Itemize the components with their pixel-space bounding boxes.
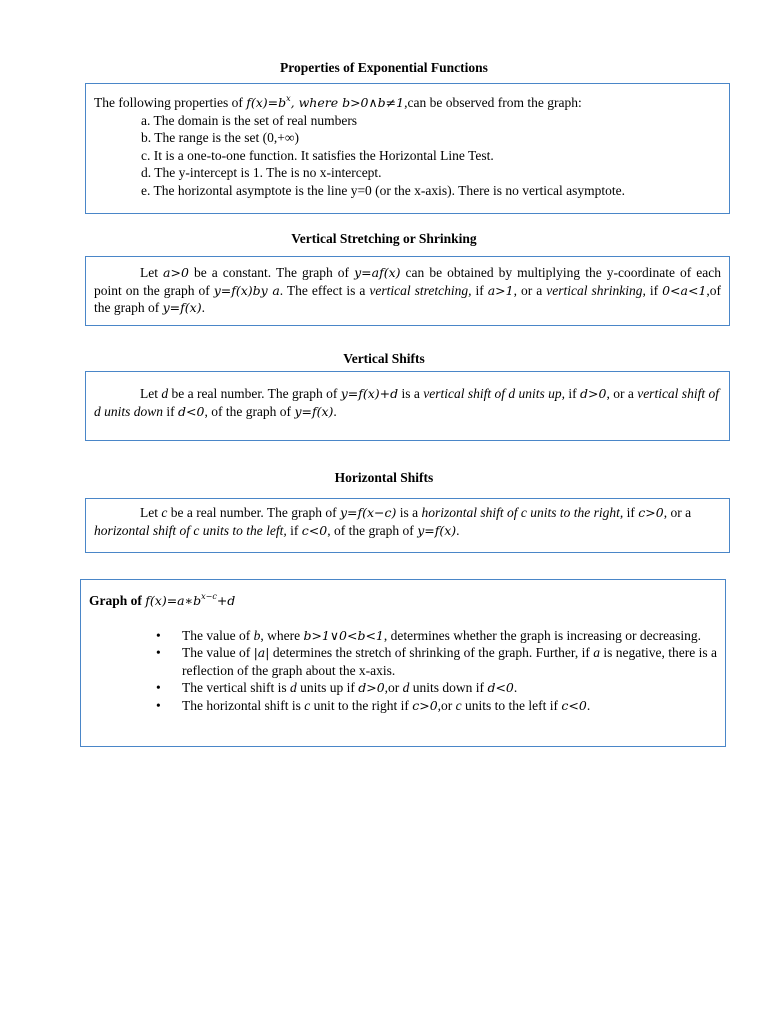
emphasis: vertical stretching, bbox=[369, 282, 472, 298]
vertical-stretch-box bbox=[85, 256, 730, 326]
list-item: • The horizontal shift is c unit to the right if c>0,or c units to the left if c<0. bbox=[182, 697, 717, 715]
emphasis: horizontal shift of c units to the right, bbox=[421, 505, 624, 520]
property-item: b. The range is the set (0,+∞) bbox=[141, 130, 299, 145]
math-expr: b bbox=[253, 627, 261, 643]
math-expr: d bbox=[289, 680, 297, 695]
vertical-shift-box bbox=[85, 371, 730, 441]
vertical-stretch-heading: Vertical Stretching or Shrinking bbox=[291, 231, 477, 246]
graph-bullets bbox=[89, 627, 717, 715]
horizontal-shift-box bbox=[85, 498, 730, 553]
math-expr: |a| bbox=[253, 645, 270, 660]
math-expr: c bbox=[304, 697, 311, 713]
math-expr: y=f(x)+d bbox=[340, 386, 399, 401]
vertical-shift-heading: Vertical Shifts bbox=[343, 351, 425, 366]
properties-list bbox=[94, 112, 721, 200]
math-expr: d>0 bbox=[580, 386, 607, 401]
math-expr: c>0 bbox=[412, 697, 438, 713]
list-item: • The vertical shift is d units up if d>0,or d units down if d<0. bbox=[182, 679, 717, 697]
graph-title-prefix: Graph of bbox=[89, 593, 142, 608]
horizontal-shift-heading: Horizontal Shifts bbox=[334, 470, 434, 485]
math-expr: y=f(x) bbox=[162, 300, 202, 315]
math-expr: d<0 bbox=[178, 403, 205, 419]
math-expr: y=f(x)by a bbox=[213, 282, 280, 298]
horizontal-shift-text: Let c be a real number. The graph of y=f(x−c) is a horizontal shift of c units to the right, if c>0, or a horizontal shift of c units to the left, if c<0, of the graph of y=f(x). bbox=[94, 505, 692, 538]
math-expr: d<0 bbox=[487, 680, 514, 695]
property-item: c. It is a one-to-one function. It satisfies the Horizontal Line Test. bbox=[141, 147, 494, 163]
graph-title-math: $f(x)=a∗b^{x-c}+d$ bbox=[145, 592, 236, 608]
property-item: e. The horizontal asymptote is the line y=0 (or the x-axis). There is no vertical asymptote. bbox=[141, 182, 625, 198]
vertical-stretch-text: Let a>0 be a constant. The graph of y=af(x) can be obtained by multiplying the y-coordinate of each point on the graph of y=f(x)by a. The effect is a vertical stretching, if a>1, or a vertical shrinking, if 0<a<1,of the graph of y=f(x). bbox=[94, 265, 722, 315]
property-item: d. The y-intercept is 1. The is no x-intercept. bbox=[141, 165, 382, 180]
math-expr: y=f(x−c) bbox=[339, 505, 397, 520]
emphasis: vertical shift of d units down bbox=[94, 386, 719, 419]
math-expr: d>0 bbox=[358, 680, 385, 695]
math-expr: c>0 bbox=[638, 505, 664, 520]
math-expr: a>1 bbox=[487, 282, 514, 298]
math-expr: c bbox=[455, 697, 462, 713]
list-item: • The value of b, where b>1∨0<b<1, determines whether the graph is increasing or decreasing. bbox=[182, 627, 717, 645]
intro-prefix: The following properties of bbox=[94, 95, 243, 110]
intro-math: $f(x)=b^x$, where b>0∧b≠1 bbox=[246, 94, 405, 110]
math-expr: a bbox=[593, 645, 600, 660]
math-expr: a>0 bbox=[163, 265, 189, 280]
math-expr: y=f(x) bbox=[417, 522, 457, 538]
math-expr: c<0 bbox=[561, 697, 587, 713]
list-item: • The value of |a| determines the stretch of shrinking of the graph. Further, if a is negative, there is a reflection of the graph about the x-axis. bbox=[182, 644, 717, 679]
properties-intro bbox=[94, 94, 721, 112]
math-expr: y=f(x) bbox=[294, 403, 334, 419]
math-expr: c bbox=[161, 505, 168, 520]
math-expr: y=af(x) bbox=[354, 265, 401, 280]
graph-summary-box bbox=[80, 579, 726, 747]
math-expr: c<0 bbox=[301, 522, 328, 538]
properties-box bbox=[85, 83, 730, 214]
graph-summary-title bbox=[89, 592, 717, 610]
math-expr: d bbox=[402, 680, 410, 695]
properties-heading: Properties of Exponential Functions bbox=[280, 60, 488, 75]
math-expr: d bbox=[161, 386, 169, 401]
vertical-shift-text: Let d be a real number. The graph of y=f(x)+d is a vertical shift of d units up, if d>0, or a vertical shift of d units down if d<0, of the graph of y=f(x). bbox=[94, 386, 719, 419]
intro-suffix: ,can be observed from the graph: bbox=[404, 95, 582, 110]
math-expr: b>1∨0<b<1 bbox=[303, 627, 384, 643]
math-expr: 0<a<1 bbox=[662, 282, 707, 298]
emphasis: vertical shift of d units up, bbox=[423, 386, 566, 401]
property-item: a. The domain is the set of real numbers bbox=[141, 112, 358, 128]
emphasis: vertical shrinking, bbox=[546, 282, 646, 298]
emphasis: horizontal shift of c units to the left, bbox=[94, 522, 287, 538]
